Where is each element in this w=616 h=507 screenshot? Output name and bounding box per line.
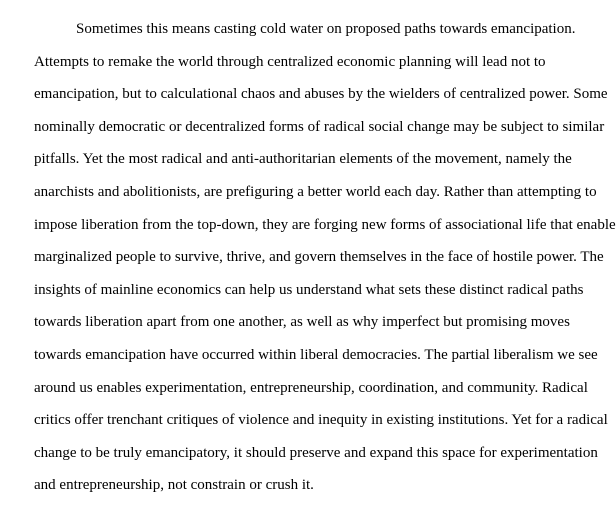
text-line: nominally democratic or decentralized forms of radical social change may be subject to similar [34, 118, 605, 135]
text-line: Sometimes this means casting cold water on proposed paths towards emancipation. [76, 21, 576, 37]
text-line: insights of mainline economics can help us understand what sets these distinct radical paths [34, 281, 584, 298]
text-line: towards liberation apart from one another, as well as why imperfect but promising moves [34, 314, 570, 331]
text-line: and entrepreneurship, not constrain or crush it. [34, 477, 314, 494]
text-line: marginalized people to survive, thrive, and govern themselves in the face of hostile power. The [34, 249, 604, 266]
text-line: towards emancipation have occurred within liberal democracies. The partial liberalism we see [34, 346, 598, 363]
text-line: emancipation, but to calculational chaos and abuses by the wielders of centralized power. Some [34, 86, 608, 103]
text-line: Attempts to remake the world through centralized economic planning will lead not to [34, 53, 546, 70]
text-line: impose liberation from the top-down, they are forging new forms of associational life that enable [34, 216, 616, 233]
text-line: change to be truly emancipatory, it should preserve and expand this space for experimentation [34, 444, 598, 461]
body-paragraph [34, 18, 614, 507]
text-line: anarchists and abolitionists, are prefiguring a better world each day. Rather than attempting to [34, 183, 597, 200]
text-line: around us enables experimentation, entrepreneurship, coordination, and community. Radical [34, 379, 588, 396]
text-line: critics offer trenchant critiques of violence and inequity in existing institutions. Yet for a radical [34, 412, 608, 429]
text-line: pitfalls. Yet the most radical and anti-authoritarian elements of the movement, namely the [34, 151, 572, 168]
